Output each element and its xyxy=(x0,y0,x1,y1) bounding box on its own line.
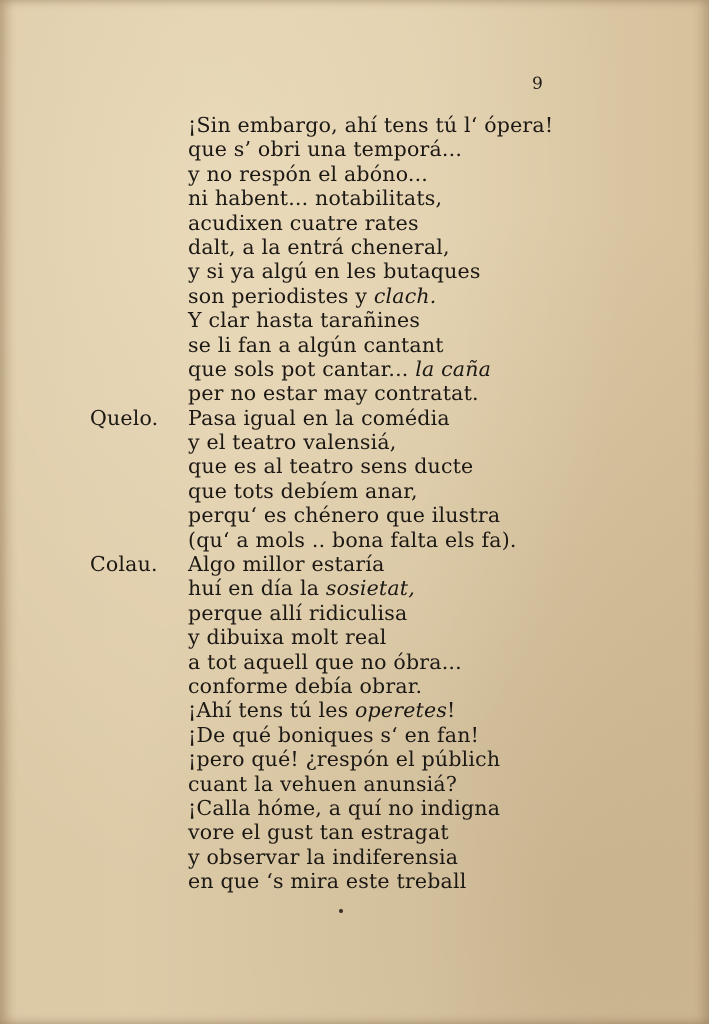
verse-line xyxy=(0,503,709,527)
verse-text xyxy=(188,259,481,283)
verse-text-part: que es al teatro sens ducte xyxy=(188,454,474,479)
verse-text-part: per no estar may contratat. xyxy=(188,381,479,406)
verse-text xyxy=(188,674,422,698)
verse-line xyxy=(0,650,709,674)
verse-text xyxy=(188,430,397,454)
verse-line xyxy=(0,284,709,308)
verse-text-part: vore el gust tan estragat xyxy=(188,820,449,845)
verse-text xyxy=(188,186,442,210)
verse-line xyxy=(0,772,709,796)
verse-text xyxy=(188,381,479,405)
verse-text-part: ¡Ahí tens tú les xyxy=(188,698,356,723)
verse-text xyxy=(188,772,457,796)
verse-text xyxy=(188,211,419,235)
verse-text-part: y si ya algú en les butaques xyxy=(188,259,481,284)
verse-text xyxy=(188,479,418,503)
verse-text-part: ¡Sin embargo, ahí tens tú l‘ ópera! xyxy=(188,113,554,137)
verse-text-italic: clach. xyxy=(373,283,437,308)
verse-text-part: ni habent... notabilitats, xyxy=(188,186,443,211)
verse-line xyxy=(0,601,709,625)
verse-line xyxy=(0,308,709,332)
verse-text xyxy=(188,503,500,527)
verse-text-part: ! xyxy=(447,698,456,723)
verse-text xyxy=(188,576,415,600)
verse-line xyxy=(0,723,709,747)
verse-line xyxy=(0,698,709,722)
verse-line xyxy=(0,113,709,137)
verse-text-italic: la caña xyxy=(415,356,492,381)
verse-line xyxy=(0,430,709,454)
verse-text xyxy=(188,528,517,552)
verse-text-part: (qu‘ a mols .. bona falta els fa). xyxy=(188,527,517,552)
verse-line xyxy=(0,333,709,357)
verse-text-part: perqu‘ es chénero que ilustra xyxy=(188,503,501,528)
verse-text xyxy=(188,820,449,844)
speaker-name: Quelo. xyxy=(90,405,159,430)
verse-text xyxy=(188,137,462,161)
verse-line xyxy=(0,137,709,161)
verse-text xyxy=(188,454,473,478)
verse-block xyxy=(0,113,709,894)
verse-text-part: y no respón el abóno... xyxy=(188,161,429,186)
verse-text xyxy=(188,113,553,137)
verse-text-part: y el teatro valensiá, xyxy=(188,430,397,455)
verse-text xyxy=(188,235,450,259)
verse-text-part: cuant la vehuen anunsiá? xyxy=(188,771,458,796)
verse-line xyxy=(0,552,709,576)
verse-text-part: y dibuixa molt real xyxy=(188,625,387,650)
verse-text-part: huí en día la xyxy=(188,576,326,601)
verse-text-part: acudixen cuatre rates xyxy=(188,210,419,235)
verse-line xyxy=(0,796,709,820)
verse-line xyxy=(0,528,709,552)
verse-text-italic: sosietat, xyxy=(325,576,415,601)
verse-text-part: a tot aquell que no óbra... xyxy=(188,649,462,674)
verse-text xyxy=(188,308,420,332)
verse-line xyxy=(0,406,709,430)
verse-line xyxy=(0,357,709,381)
verse-line xyxy=(0,211,709,235)
page-number: 9 xyxy=(532,74,543,94)
verse-line xyxy=(0,454,709,478)
verse-text-part: que s’ obri una temporá... xyxy=(188,137,463,162)
verse-line xyxy=(0,625,709,649)
speaker-name: Colau. xyxy=(90,552,158,577)
verse-line xyxy=(0,235,709,259)
verse-text xyxy=(188,406,450,430)
verse-text xyxy=(188,845,458,869)
verse-text xyxy=(188,333,444,357)
verse-text-part: Y clar hasta tarañines xyxy=(188,308,421,333)
verse-text xyxy=(188,552,385,576)
verse-line xyxy=(0,576,709,600)
verse-text-part: se li fan a algún cantant xyxy=(188,332,444,357)
verse-text-part: y observar la indiferensia xyxy=(188,844,459,869)
verse-text xyxy=(188,625,387,649)
verse-text xyxy=(188,162,428,186)
verse-text-part: Pasa igual en la comédia xyxy=(188,405,450,430)
verse-text-part: dalt, a la entrá cheneral, xyxy=(188,234,450,259)
verse-text xyxy=(188,650,462,674)
verse-text-part: son periodistes y xyxy=(188,283,374,308)
verse-line xyxy=(0,845,709,869)
ink-speck xyxy=(339,909,343,913)
verse-text xyxy=(188,357,491,381)
verse-text-part: que sols pot cantar... xyxy=(188,356,416,381)
verse-line xyxy=(0,479,709,503)
verse-text-part: ¡Calla hóme, a quí no indigna xyxy=(188,795,501,820)
verse-text-italic: operetes xyxy=(355,698,448,723)
verse-text xyxy=(188,698,456,722)
verse-line xyxy=(0,747,709,771)
verse-text-part: que tots debíem anar, xyxy=(188,478,418,503)
verse-line xyxy=(0,820,709,844)
verse-text xyxy=(188,601,407,625)
verse-text-part: Algo millor estaría xyxy=(188,552,385,577)
verse-text-part: perque allí ridiculisa xyxy=(188,600,408,625)
verse-line xyxy=(0,259,709,283)
verse-line xyxy=(0,186,709,210)
verse-text xyxy=(188,723,479,747)
verse-line xyxy=(0,674,709,698)
verse-text-part: conforme debía obrar. xyxy=(188,673,423,698)
verse-line xyxy=(0,162,709,186)
verse-line xyxy=(0,869,709,893)
verse-text xyxy=(188,796,500,820)
verse-text xyxy=(188,747,500,771)
verse-text xyxy=(188,284,437,308)
verse-text-part: ¡De qué boniques s‘ en fan! xyxy=(188,722,480,747)
verse-text-part: en que ‘s mira este treball xyxy=(188,869,467,894)
verse-line xyxy=(0,381,709,405)
verse-text xyxy=(188,869,466,893)
verse-text-part: ¡pero qué! ¿respón el públich xyxy=(188,747,501,772)
